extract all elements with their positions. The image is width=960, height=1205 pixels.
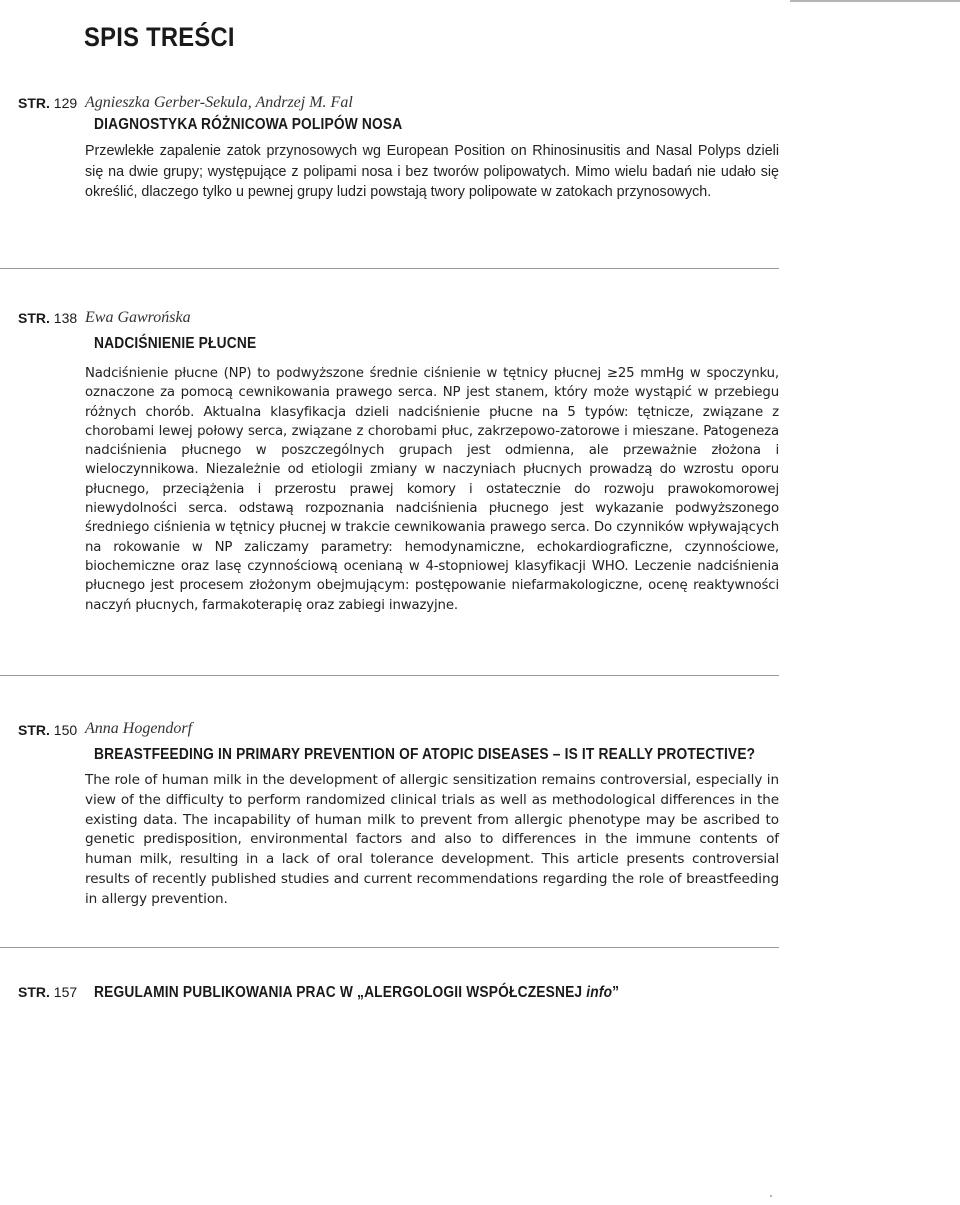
- top-right-rule: [790, 0, 960, 2]
- entry-heading-italic: info: [586, 984, 613, 1001]
- page-reference: [18, 310, 77, 326]
- decorative-dot: [770, 1195, 772, 1197]
- entry-abstract: Nadciśnienie płucne (NP) to podwyższone średnie ciśnienie w tętnicy płucnej ≥25 mmHg w spoczynku, oznaczone za pomocą cewnikowania prawego serca. NP jest stanem, który może wystąpić w przebiegu różnych chorób. Aktualna klasyfikacja dzieli nadciśnienie płucne na 5 typów: tętnicze, związane z chorobami lewej połowy serca, związane z chorobami płuc, zakrzepowo-zatorowe i mieszane. Patogeneza nadciśnienia płucnego w poszczególnych grupach jest odmienna, ale przeważnie złożona i wieloczynnikowa. Niezależnie od etiologii zmiany w naczyniach płucnych prowadzą do wzrostu oporu płucnego, przeciążenia i przerostu prawej komory i ostatecznie do rozwoju prawokomorowej niewydolności serca. odstawą rozpoznania nadciśnienia płucnego jest wykazanie podwyższonego średniego ciśnienia w tętnicy płucnej w trakcie cewnikowania prawego serca. Do czynników wpływających na rokowanie w NP zaliczamy parametry: hemodynamiczne, echokardiograficzne, czynnościowe, biochemiczne oraz lasę czynnościową ocenianą w 4-stopniowej klasyfikacji WHO. Leczenie nadciśnienia płucnego jest procesem złożonym obejmującym: postępowanie niefarmakologiczne, ocenę reaktywności naczyń płucnych, farmakoterapię oraz zabiegi inwazyjne.: [85, 366, 779, 613]
- entry-authors: Agnieszka Gerber-Sekula, Andrzej M. Fal: [85, 94, 353, 111]
- entry-heading[interactable]: NADCIŚNIENIE PŁUCNE: [94, 335, 257, 352]
- section-divider: [0, 947, 779, 948]
- entry-heading-prefix: REGULAMIN PUBLIKOWANIA PRAC W „ALERGOLOGII WSPÓŁCZESNEJ: [94, 984, 587, 1001]
- page-reference: [18, 984, 77, 1000]
- page-reference: [18, 95, 77, 111]
- page-ref-label: STR.: [18, 95, 50, 111]
- section-divider: [0, 675, 779, 676]
- page-ref-label: STR.: [18, 310, 50, 326]
- page-title: SPIS TREŚCI: [84, 22, 235, 52]
- entry-heading[interactable]: BREASTFEEDING IN PRIMARY PREVENTION OF ATOPIC DISEASES – IS IT REALLY PROTECTIVE?: [94, 746, 756, 763]
- page-ref-number: 157: [53, 984, 78, 1000]
- page-reference: [18, 722, 77, 738]
- entry-heading-suffix: ”: [612, 984, 620, 1001]
- page-ref-number: 150: [53, 722, 78, 738]
- entry-abstract: The role of human milk in the development of allergic sensitization remains controversial, especially in view of the difficulty to perform randomized clinical trials as well as methodological differences in the existing data. The incapability of human milk to prevent from allergic phenotype may be ascribed to genetic predisposition, environmental factors and also to differences in the immune contents of human milk, resulting in a lack of oral tolerance development. This article presents controversial results of recently published studies and current recommendations regarding the role of breastfeeding in allergy prevention.: [85, 772, 779, 907]
- entry-authors: Ewa Gawrońska: [85, 309, 191, 326]
- entry-authors: Anna Hogendorf: [85, 720, 193, 737]
- page-ref-label: STR.: [18, 722, 50, 738]
- entry-heading[interactable]: [94, 984, 619, 1002]
- page-ref-number: 138: [53, 310, 78, 326]
- page-ref-number: 129: [53, 95, 78, 111]
- entry-heading[interactable]: DIAGNOSTYKA RÓŻNICOWA POLIPÓW NOSA: [94, 116, 403, 133]
- section-divider: [0, 268, 779, 269]
- page-ref-label: STR.: [18, 984, 50, 1000]
- entry-abstract: Przewlekłe zapalenie zatok przynosowych wg European Position on Rhinosinusitis and Nasal Polyps dzieli się na dwie grupy; występujące z polipami nosa i bez tworów polipowatych. Mimo wielu badań nie udało się określić, dlaczego tylko u pewnej grupy ludzi powstają twory polipowate w zatokach przynosowych.: [85, 143, 779, 200]
